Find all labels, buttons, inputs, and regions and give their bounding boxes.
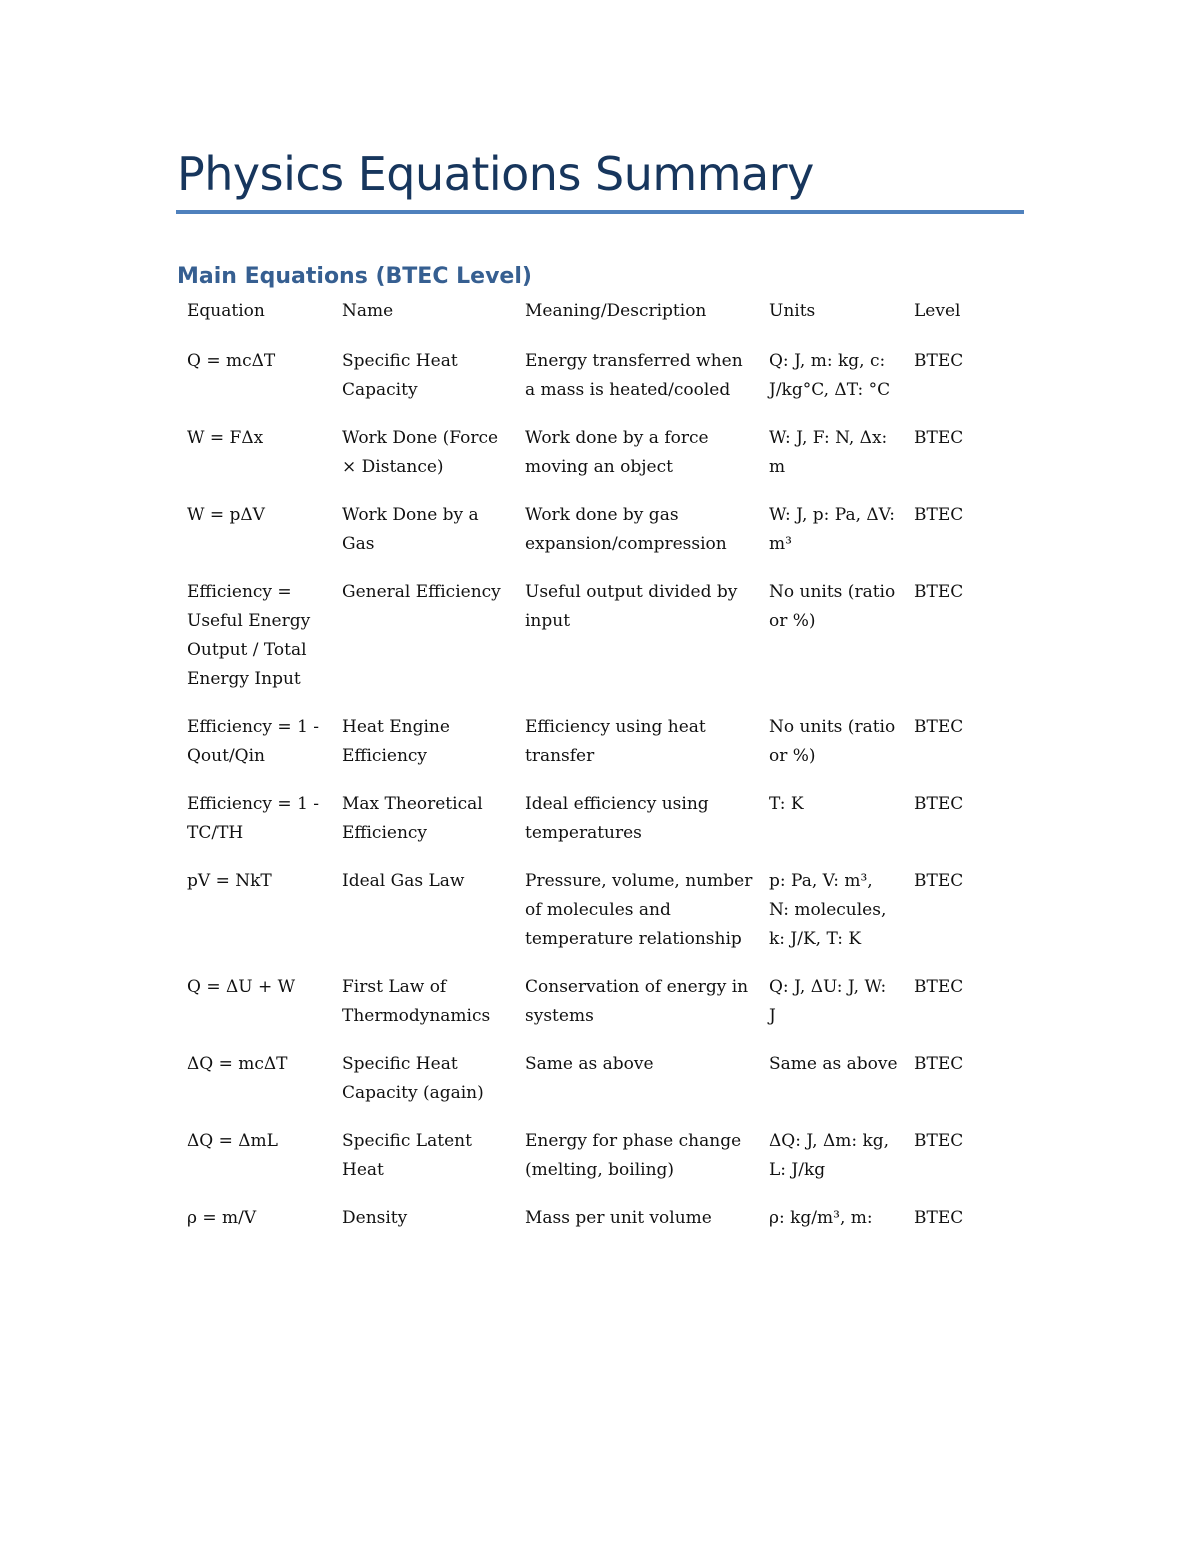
cell-description: Ideal efficiency using temperatures [525, 794, 709, 843]
cell-description: Same as above [525, 1054, 654, 1074]
cell-level: BTEC [914, 582, 964, 602]
cell-level: BTEC [914, 1054, 964, 1074]
header-equation: Equation [187, 301, 265, 321]
cell-name: Specific Heat Capacity [342, 351, 458, 400]
cell-equation: ρ = m/V [187, 1208, 257, 1228]
page-title: Physics Equations Summary [177, 147, 814, 201]
table-row [177, 973, 997, 1050]
cell-level: BTEC [914, 505, 964, 525]
cell-equation: pV = NkT [187, 871, 272, 891]
cell-description: Work done by a force moving an object [525, 428, 709, 477]
cell-units: No units (ratio or %) [769, 582, 896, 631]
table-row [177, 790, 997, 867]
header-units: Units [769, 301, 816, 321]
table-row [177, 578, 997, 713]
cell-description: Useful output divided by input [525, 582, 738, 631]
equations-table [177, 297, 997, 1252]
cell-units: W: J, F: N, Δx: m [769, 428, 888, 477]
cell-description: Mass per unit volume [525, 1208, 712, 1228]
cell-name: Ideal Gas Law [342, 871, 465, 891]
cell-name: First Law of Thermodynamics [342, 977, 491, 1026]
cell-description: Efficiency using heat transfer [525, 717, 706, 766]
table-row [177, 713, 997, 790]
cell-description: Work done by gas expansion/compression [525, 505, 727, 554]
cell-level: BTEC [914, 1208, 964, 1228]
cell-name: Specific Latent Heat [342, 1131, 472, 1180]
title-underline-divider [176, 210, 1024, 214]
cell-level: BTEC [914, 871, 964, 891]
header-description: Meaning/Description [525, 301, 707, 321]
cell-name: Work Done (Force × Distance) [342, 428, 499, 477]
cell-name: Specific Heat Capacity (again) [342, 1054, 484, 1103]
section-heading: Main Equations (BTEC Level) [177, 264, 532, 289]
cell-equation: ΔQ = mcΔT [187, 1054, 288, 1074]
cell-description: Energy for phase change (melting, boiling) [525, 1131, 742, 1180]
cell-units: No units (ratio or %) [769, 717, 896, 766]
cell-equation: Efficiency = Useful Energy Output / Total Energy Input [187, 582, 311, 689]
table-row [177, 1204, 997, 1252]
table-row [177, 347, 997, 424]
cell-name: Density [342, 1208, 408, 1228]
cell-equation: Efficiency = 1 - Qout/Qin [187, 717, 320, 766]
cell-equation: ΔQ = ΔmL [187, 1131, 278, 1151]
table-header-row [177, 297, 997, 347]
cell-level: BTEC [914, 717, 964, 737]
cell-units: Q: J, m: kg, c: J/kg°C, ΔT: °C [769, 351, 891, 400]
table-row [177, 867, 997, 973]
cell-level: BTEC [914, 977, 964, 997]
cell-equation: Q = ΔU + W [187, 977, 296, 997]
cell-equation: Q = mcΔT [187, 351, 276, 371]
cell-level: BTEC [914, 794, 964, 814]
table-row [177, 1127, 997, 1204]
cell-units: ΔQ: J, Δm: kg, L: J/kg [769, 1131, 890, 1180]
cell-description: Conservation of energy in systems [525, 977, 749, 1026]
table-row [177, 1050, 997, 1127]
cell-units: W: J, p: Pa, ΔV: m³ [769, 505, 895, 554]
cell-level: BTEC [914, 1131, 964, 1151]
cell-equation: Efficiency = 1 - TC/TH [187, 794, 320, 843]
cell-units: Same as above [769, 1054, 898, 1074]
cell-units: Q: J, ΔU: J, W: J [769, 977, 887, 1026]
cell-description: Energy transferred when a mass is heated/cooled [525, 351, 743, 400]
cell-name: Heat Engine Efficiency [342, 717, 450, 766]
header-name: Name [342, 301, 394, 321]
cell-units: ρ: kg/m³, m: [769, 1208, 873, 1228]
cell-equation: W = pΔV [187, 505, 265, 525]
cell-name: Work Done by a Gas [342, 505, 479, 554]
cell-units: T: K [769, 794, 804, 814]
table-row [177, 424, 997, 501]
header-level: Level [914, 301, 961, 321]
cell-level: BTEC [914, 351, 964, 371]
cell-name: General Efficiency [342, 582, 501, 602]
cell-units: p: Pa, V: m³, N: molecules, k: J/K, T: K [769, 871, 887, 949]
table-row [177, 501, 997, 578]
cell-description: Pressure, volume, number of molecules and temperature relationship [525, 871, 753, 949]
cell-name: Max Theoretical Efficiency [342, 794, 483, 843]
cell-equation: W = FΔx [187, 428, 264, 448]
cell-level: BTEC [914, 428, 964, 448]
